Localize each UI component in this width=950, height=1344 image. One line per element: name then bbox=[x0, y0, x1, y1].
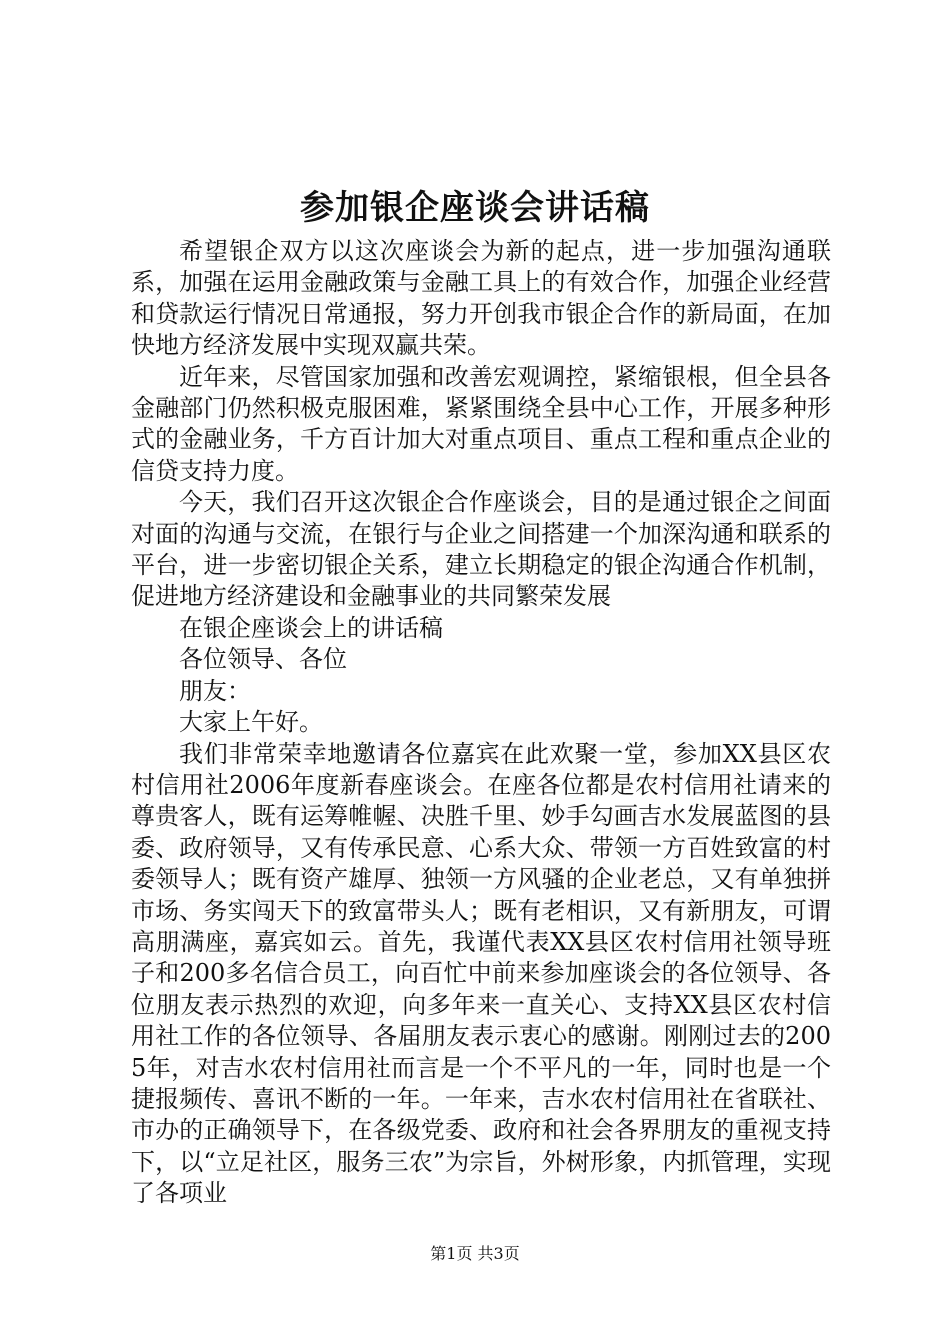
paragraph: 希望银企双方以这次座谈会为新的起点，进一步加强沟通联系，加强在运用金融政策与金融工具上的有效合作，加强企业经营和贷款运行情况日常通报，努力开创我市银企合作的新局面，在加快地方经济发展中实现双赢共荣。 bbox=[131, 237, 831, 360]
document-title: 参加银企座谈会讲话稿 bbox=[300, 188, 650, 228]
paragraph: 近年来，尽管国家加强和改善宏观调控，紧缩银根，但全县各金融部门仍然积极克服困难，紧紧围绕全县中心工作，开展多种形式的金融业务，千方百计加大对重点项目、重点工程和重点企业的信贷支持力度。 bbox=[131, 362, 831, 485]
paragraph: 在银企座谈会上的讲话稿 bbox=[179, 613, 443, 642]
paragraph: 朋友： bbox=[179, 676, 251, 705]
paragraph: 我们非常荣幸地邀请各位嘉宾在此欢聚一堂，参加XX县区农村信用社2006年度新春座谈会。在座各位都是农村信用社请来的尊贵客人，既有运筹帷幄、决胜千里、妙手勾画吉水发展蓝图的县委、政府领导，又有传承民意、心系大众、带领一方百姓致富的村委领导人；既有资产雄厚、独领一方风骚的企业老总，又有单独拼市场、务实闯天下的致富带头人；既有老相识，又有新朋友，可谓高朋满座，嘉宾如云。首先，我谨代表XX县区农村信用社领导班子和200多名信合员工，向百忙中前来参加座谈会的各位领导、各位朋友表示热烈的欢迎，向多年来一直关心、支持XX县区农村信用社工作的各位领导、各届朋友表示衷心的感谢。刚刚过去的2005年，对吉水农村信用社而言是一个不平凡的一年，同时也是一个捷报频传、喜讯不断的一年。一年来，吉水农村信用社在省联社、市办的正确领导下，在各级党委、政府和社会各界朋友的重视支持下，以“立足社区，服务三农”为宗旨，外树形象，内抓管理，实现了各项业 bbox=[131, 739, 831, 1208]
paragraph: 今天，我们召开这次银企合作座谈会，目的是通过银企之间面对面的沟通与交流，在银行与企业之间搭建一个加深沟通和联系的平台，进一步密切银企关系，建立长期稳定的银企沟通合作机制，促进地方经济建设和金融事业的共同繁荣发展 bbox=[131, 488, 831, 611]
paragraph: 各位领导、各位 bbox=[179, 645, 347, 674]
page-number-footer: 第1页 共3页 bbox=[430, 1244, 520, 1263]
paragraph: 大家上午好。 bbox=[179, 708, 323, 737]
document-body bbox=[131, 236, 831, 1210]
